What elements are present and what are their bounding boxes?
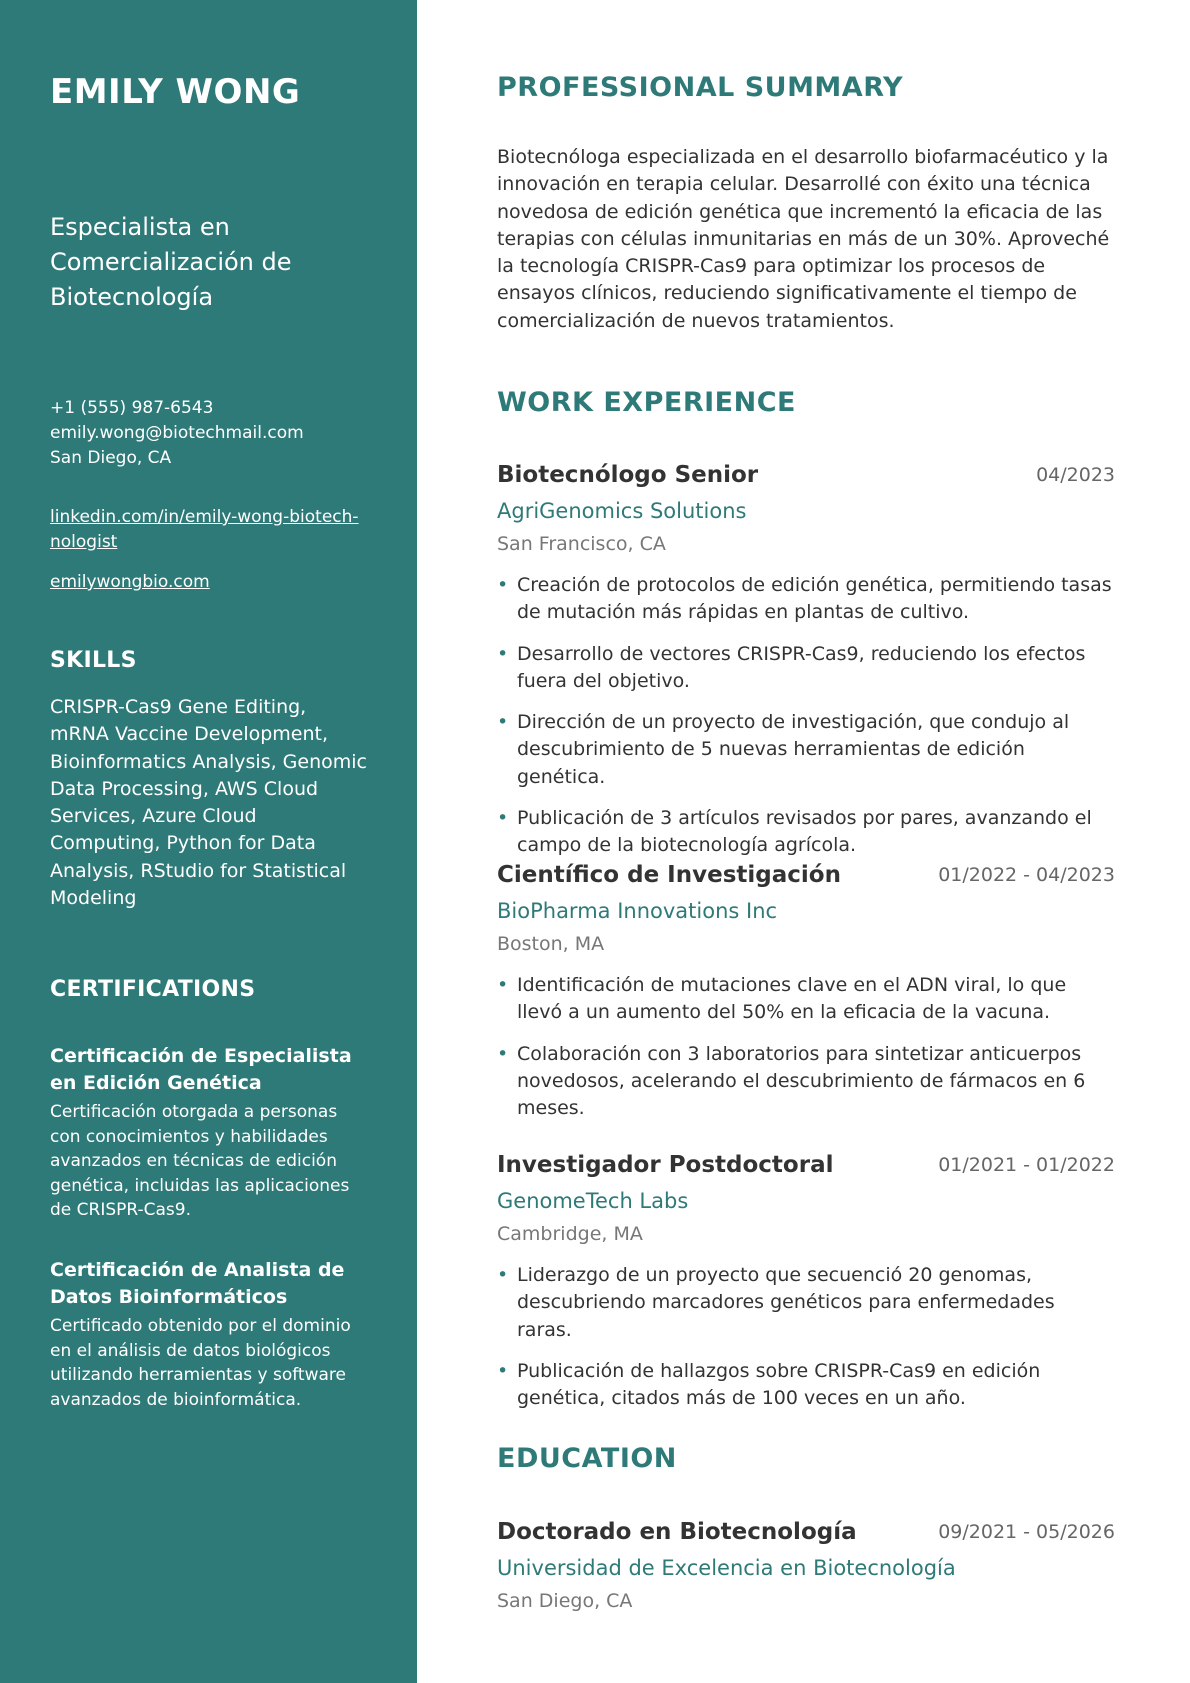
school-name: Universidad de Excelencia en Biotecnología	[497, 1556, 956, 1580]
job-bullets	[497, 1262, 1115, 1412]
job-location: San Francisco, CA	[497, 533, 666, 555]
bullet-item: • Liderazgo de un proyecto que secuenció 20 genomas, descubriendo marcadores genéticos para enfermedades raras.	[497, 1262, 1115, 1344]
summary-heading: PROFESSIONAL SUMMARY	[497, 72, 904, 103]
job-company: BioPharma Innovations Inc	[497, 899, 778, 923]
skills-heading: SKILLS	[50, 648, 137, 673]
education-entry	[497, 1516, 1115, 1615]
job-entry	[497, 1149, 1115, 1426]
job-location: Boston, MA	[497, 933, 605, 955]
email-address: emily.wong@biotechmail.com	[50, 423, 304, 443]
phone-number: +1 (555) 987-6543	[50, 398, 214, 418]
bullet-item: • Desarrollo de vectores CRISPR-Cas9, reduciendo los efectos fuera del objetivo.	[497, 641, 1115, 696]
summary-text: Biotecnóloga especializada en el desarrollo biofarmacéutico y la innovación en terapia celular. Desarrollé con éxito una técnica novedosa de edición genética que incrementó la eficacia de las terapias con células inmunitarias en más de un 30%. Aproveché la tecnología CRISPR-Cas9 para optimizar los procesos de ensayos clínicos, reduciendo significativamente el tiempo de comercialización de nuevos tratamientos.	[497, 146, 1110, 332]
sidebar	[0, 0, 417, 1683]
certification-item	[50, 1043, 370, 1223]
candidate-headline: Especialista en Comercialización de Biotecnología	[50, 213, 292, 311]
location: San Diego, CA	[50, 448, 172, 468]
certification-description: Certificación otorgada a personas con conocimientos y habilidades avanzados en técnicas de edición genética, incluidas las aplicaciones de CRISPR-Cas9.	[50, 1102, 350, 1221]
certification-description: Certificado obtenido por el dominio en el análisis de datos biológicos utilizando herramientas y software avanzados de bioinformática.	[50, 1316, 351, 1410]
job-entry	[497, 459, 1115, 874]
bullet-item: • Colaboración con 3 laboratorios para sintetizar anticuerpos novedosos, acelerando el descubrimiento de fármacos en 6 meses.	[497, 1041, 1115, 1123]
bullet-item: • Dirección de un proyecto de investigación, que condujo al descubrimiento de 5 nuevas herramientas de edición genética.	[497, 709, 1115, 791]
job-bullets	[497, 972, 1115, 1122]
school-location: San Diego, CA	[497, 1590, 633, 1612]
bullet-item: • Publicación de 3 artículos revisados por pares, avanzando el campo de la biotecnología agrícola.	[497, 805, 1115, 860]
linkedin-link[interactable]: linkedin.com/in/emily-wong-biotech-nologist	[50, 507, 359, 552]
candidate-name: EMILY WONG	[50, 72, 301, 112]
job-company: GenomeTech Labs	[497, 1189, 689, 1213]
work-experience-heading: WORK EXPERIENCE	[497, 387, 796, 418]
job-location: Cambridge, MA	[497, 1223, 643, 1245]
job-title: Investigador Postdoctoral	[497, 1152, 834, 1178]
education-date: 09/2021 - 05/2026	[938, 1521, 1115, 1543]
job-date: 04/2023	[1036, 464, 1115, 486]
certifications-heading: CERTIFICATIONS	[50, 977, 256, 1002]
skills-list: CRISPR-Cas9 Gene Editing, mRNA Vaccine Development, Bioinformatics Analysis, Genomic Data Processing, AWS Cloud Services, Azure Cloud Computing, Python for Data Analysis, RStudio for Statistical Modeling	[50, 696, 367, 910]
job-company: AgriGenomics Solutions	[497, 499, 747, 523]
bullet-item: • Identificación de mutaciones clave en el ADN viral, lo que llevó a un aumento del 50% en la eficacia de la vacuna.	[497, 972, 1115, 1027]
certification-title: Certificación de Analista de Datos Bioinformáticos	[50, 1259, 345, 1308]
job-bullets	[497, 572, 1115, 860]
contact-info	[50, 396, 304, 471]
bullet-item: • Publicación de hallazgos sobre CRISPR-Cas9 en edición genética, citados más de 100 veces en un año.	[497, 1358, 1115, 1413]
website-link[interactable]: emilywongbio.com	[50, 572, 210, 592]
job-date: 01/2021 - 01/2022	[938, 1154, 1115, 1176]
certification-title: Certificación de Especialista en Edición Genética	[50, 1045, 352, 1094]
job-title: Científico de Investigación	[497, 862, 841, 888]
bullet-item: • Creación de protocolos de edición genética, permitiendo tasas de mutación más rápidas en plantas de cultivo.	[497, 572, 1115, 627]
education-heading: EDUCATION	[497, 1443, 677, 1474]
job-title: Biotecnólogo Senior	[497, 462, 759, 488]
job-entry	[497, 859, 1115, 1136]
degree-title: Doctorado en Biotecnología	[497, 1519, 857, 1545]
job-date: 01/2022 - 04/2023	[938, 864, 1115, 886]
certification-item	[50, 1257, 370, 1412]
